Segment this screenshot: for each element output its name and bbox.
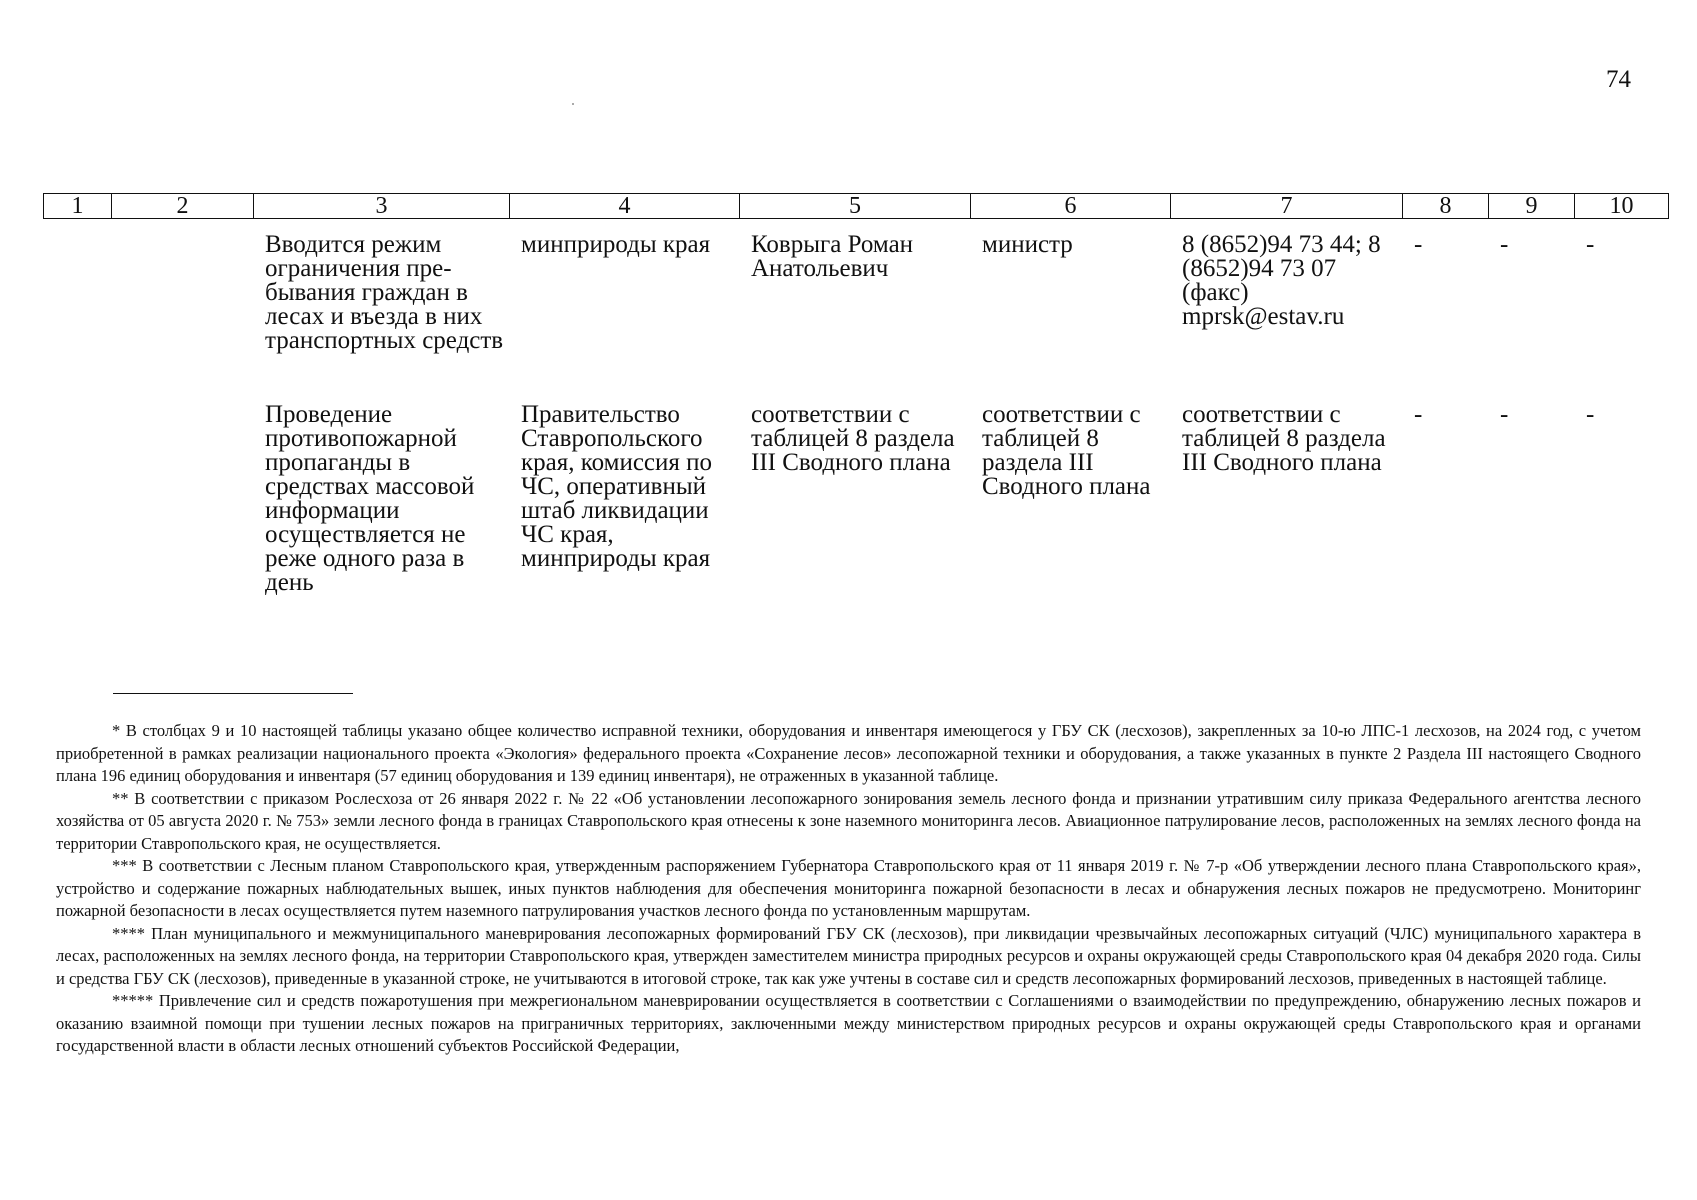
column-number-4: 4 <box>510 194 740 219</box>
footnote-5: ***** Привлечение сил и средств пожаротушения при межрегиональном маневрировании осуществляется в соответствии с Соглашениями о взаимодействии по предупреждению, обнаружению лесных пожаров и оказанию взаимной помощи при тушении лесных пожаров на приграничных территориях, заключенными между министерством природных ресурсов и охраны окружающей среды Ставропольского края и органами государственной власти в области лесных отношений субъектов Российской Федерации, <box>56 991 1641 1055</box>
column-number-2: 2 <box>112 194 254 219</box>
cell-position: соответствии с таблицей 8 раздела III Сводного плана <box>982 401 1151 500</box>
footnote-4: **** План муниципального и межмуниципального маневрирования лесопожарных формирований ГБУ СК (лесхозов), при ликвидации чрезвычайных лесопожарных ситуаций (ЧЛС) муниципального характера в лесах, расположенных на землях лесного фонда, на территории Ставропольского края, утвержден заместителем министра природных ресурсов и охраны окружающей среды Ставропольского края 04 декабря 2020 года. Силы и средства ГБУ СК (лесхозов), приведенные в указанной строке, не учитываются в итоговой строке, так как уже учтены в составе сил и средств лесопожарных формирований лесхозов, приведенных в настоящей таблице. <box>56 923 1641 988</box>
page-number: 74 <box>1606 66 1631 93</box>
cell-responsible-body: Правительство Ставропольского края, комиссия по ЧС, оперативный штаб ликвидации ЧС края, минприроды края <box>521 401 713 572</box>
column-number-8: 8 <box>1403 194 1489 219</box>
scan-speck <box>572 103 574 105</box>
cell-col9 <box>1488 403 1574 595</box>
footnote-3: *** В соответствии с Лесным планом Ставропольского края, утвержденным распоряжением Губернатора Ставропольского края от 11 января 2019 г. № 7-р «Об утверждении лесного плана Ставропольского края», устройство и содержание пожарных наблюдательных вышек, иных пунктов наблюдения для обеспечения мониторинга пожарной безопасности в лесах и обнаружения лесных пожаров не предусмотрено. Мониторинг пожарной безопасности в лесах осуществляется путем наземного патрулирования участков лесного фонда по установленным маршрутам. <box>56 856 1641 920</box>
cell-col10 <box>1574 403 1668 595</box>
column-number-3: 3 <box>254 194 510 219</box>
cell-value: - <box>1414 231 1423 258</box>
table-body <box>43 233 1668 595</box>
column-number-1: 1 <box>44 194 112 219</box>
cell-measure: Проведение противопожарной пропаганды в средствах массовой информации осуществляется не реже одного раза в день <box>265 401 475 596</box>
cell-col8 <box>1402 403 1488 595</box>
footnote-2: ** В соответствии с приказом Рослесхоза от 26 января 2022 г. № 22 «Об установлении лесопожарного зонирования земель лесного фонда и признании утратившим силу приказа Федерального агентства лесного хозяйства от 05 августа 2020 г. № 753» земли лесного фонда в границах Ставропольского края отнесены к зоне наземного мониторинга лесов. Авиационное патрулирование лесов, расположенных на землях лесного фонда на территории Ставропольского края, не осуществляется. <box>56 788 1641 853</box>
footnote-1: * В столбцах 9 и 10 настоящей таблицы указано общее количество исправной техники, оборудования и инвентаря имеющегося у ГБУ СК (лесхозов), закрепленных за 10-ю ЛПС-1 лесхозов, на 2024 год, с учетом приобретенной в рамках реализации национального проекта «Экология» федерального проекта «Сохранение лесов» лесопожарной техники и оборудования, а также указанных в пункте 2 Раздела III настоящего Сводного плана 196 единиц оборудования и инвентаря (57 единиц оборудования и 139 единиц инвентаря), не отраженных в указанной таблице. <box>56 721 1641 785</box>
column-number-5: 5 <box>740 194 971 219</box>
cell-col2 <box>111 403 253 595</box>
cell-contacts: соответствии с таблицей 8 раздела III Сводного плана <box>1182 401 1386 476</box>
cell-value: - <box>1500 231 1509 258</box>
column-number-7: 7 <box>1171 194 1403 219</box>
cell-responsible-person: Коврыга Роман Анатольевич <box>751 231 914 282</box>
cell-value: - <box>1500 401 1509 428</box>
table-row <box>43 403 1668 595</box>
cell-value: - <box>1414 401 1423 428</box>
table-header-row <box>43 193 1669 219</box>
cell-value: - <box>1586 401 1595 428</box>
column-number-10: 10 <box>1575 194 1669 219</box>
cell-col2 <box>111 233 253 403</box>
cell-col8 <box>1402 233 1488 403</box>
cell-col1 <box>43 403 111 595</box>
column-number-9: 9 <box>1489 194 1575 219</box>
footnotes <box>56 720 1641 1058</box>
cell-responsible-person: соответствии с таблицей 8 раздела III Сводного плана <box>751 401 955 476</box>
cell-value: - <box>1586 231 1595 258</box>
cell-position: министр <box>982 231 1073 258</box>
cell-contacts: 8 (8652)94 73 44; 8 (8652)94 73 07 (факс) mprsk@estav.ru <box>1182 231 1381 330</box>
cell-col1 <box>43 233 111 403</box>
cell-col10 <box>1574 233 1668 403</box>
table-row <box>43 233 1668 403</box>
column-number-6: 6 <box>971 194 1171 219</box>
cell-col9 <box>1488 233 1574 403</box>
footnote-separator <box>113 693 353 694</box>
cell-responsible-body: минприроды края <box>521 231 711 258</box>
cell-measure: Вводится режим ограничения пре-бывания граждан в лесах и въезда в них транспортных средств <box>265 231 504 354</box>
